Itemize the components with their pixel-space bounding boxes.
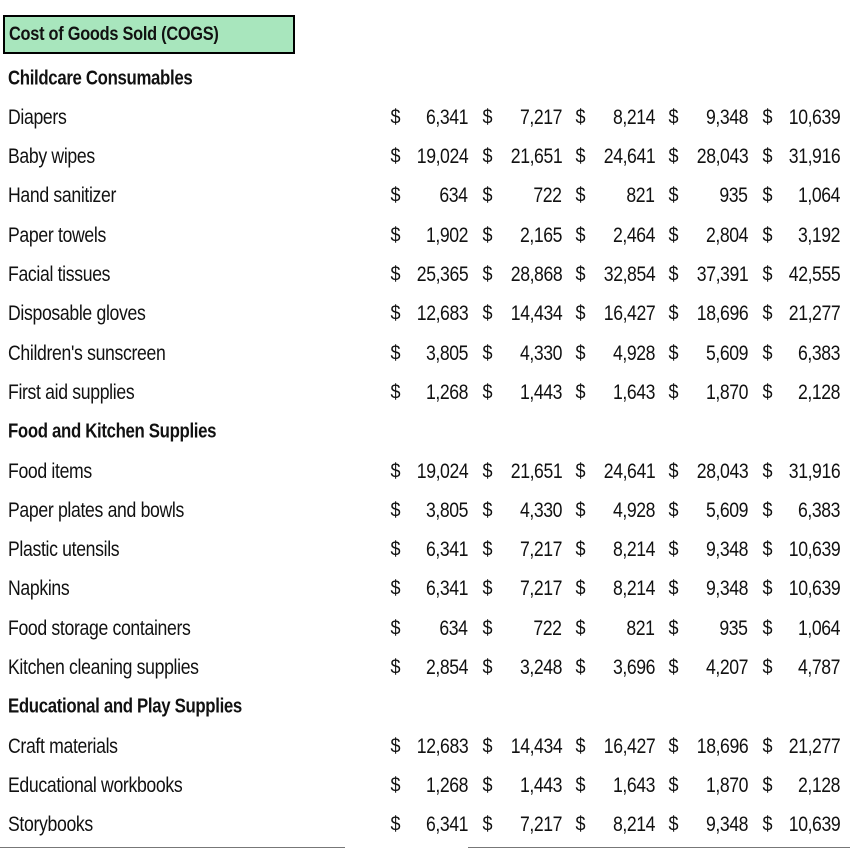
currency-symbol: $ <box>668 460 679 482</box>
amount-value: 21,651 <box>510 145 562 169</box>
currency-symbol: $ <box>762 106 773 129</box>
table-row <box>0 216 850 255</box>
currency-symbol: $ <box>390 145 401 168</box>
currency-symbol: $ <box>482 381 493 404</box>
currency-symbol: $ <box>762 460 773 482</box>
section-label[interactable]: Food and Kitchen Supplies <box>8 420 217 443</box>
cogs-title: Cost of Goods Sold (COGS) <box>9 23 219 45</box>
amount-value: 2,165 <box>519 223 562 247</box>
amount-value: 32,854 <box>603 263 655 286</box>
row-label[interactable]: Food items <box>8 459 92 483</box>
amount-value: 4,787 <box>797 656 840 679</box>
currency-symbol: $ <box>762 224 773 247</box>
currency-symbol: $ <box>575 342 586 365</box>
amount-value: 25,365 <box>416 263 468 286</box>
amount-value: 9,348 <box>705 577 748 601</box>
currency-symbol: $ <box>762 381 773 404</box>
amount-value: 2,804 <box>705 223 748 247</box>
amount-value: 2,854 <box>425 656 468 679</box>
currency-symbol: $ <box>390 813 401 836</box>
amount-value: 21,277 <box>788 734 840 758</box>
amount-value: 4,330 <box>519 341 562 365</box>
row-label[interactable]: Paper towels <box>8 223 106 247</box>
amount-value: 634 <box>439 184 468 208</box>
row-label[interactable]: Disposable gloves <box>8 302 146 326</box>
amount-value: 6,341 <box>425 577 468 601</box>
amount-value: 1,443 <box>519 773 562 797</box>
amount-value: 37,391 <box>696 263 748 286</box>
amount-value: 634 <box>439 616 468 640</box>
row-label[interactable]: Baby wipes <box>8 145 95 169</box>
amount-value: 18,696 <box>696 302 748 326</box>
amount-value: 6,341 <box>425 813 468 837</box>
currency-symbol: $ <box>668 617 679 640</box>
amount-value: 9,348 <box>705 538 748 562</box>
amount-value: 10,639 <box>788 813 840 837</box>
amount-value: 1,064 <box>797 184 840 208</box>
value-cell[interactable] <box>0 138 850 177</box>
currency-symbol: $ <box>390 106 401 129</box>
amount-value: 12,683 <box>416 302 468 326</box>
amount-value: 19,024 <box>416 145 468 169</box>
row-label[interactable]: Facial tissues <box>8 263 111 286</box>
amount-value: 28,043 <box>696 459 748 483</box>
amount-value: 8,214 <box>612 105 655 129</box>
currency-symbol: $ <box>575 735 586 758</box>
amount-value: 31,916 <box>788 459 840 483</box>
currency-symbol: $ <box>390 184 401 207</box>
currency-symbol: $ <box>390 538 401 561</box>
currency-symbol: $ <box>762 813 773 836</box>
table-row <box>0 649 850 688</box>
value-cell[interactable] <box>0 452 850 491</box>
value-cell[interactable] <box>0 727 850 766</box>
row-label[interactable]: First aid supplies <box>8 380 135 404</box>
amount-value: 7,217 <box>519 813 562 837</box>
amount-value: 4,207 <box>705 656 748 679</box>
amount-value: 6,341 <box>425 105 468 129</box>
value-cell[interactable] <box>0 177 850 216</box>
currency-symbol: $ <box>575 656 586 679</box>
currency-symbol: $ <box>482 538 493 561</box>
table-row <box>0 491 850 530</box>
currency-symbol: $ <box>575 460 586 482</box>
amount-value: 1,064 <box>797 616 840 640</box>
currency-symbol: $ <box>668 302 679 325</box>
currency-symbol: $ <box>390 342 401 365</box>
currency-symbol: $ <box>390 617 401 640</box>
table-row <box>0 295 850 334</box>
amount-value: 7,217 <box>519 577 562 601</box>
value-cell[interactable] <box>0 295 850 334</box>
currency-symbol: $ <box>668 145 679 168</box>
amount-value: 1,643 <box>612 380 655 404</box>
row-label[interactable]: Kitchen cleaning supplies <box>8 656 199 679</box>
currency-symbol: $ <box>575 813 586 836</box>
currency-symbol: $ <box>668 774 679 797</box>
amount-value: 722 <box>533 184 562 208</box>
amount-value: 28,868 <box>510 263 562 286</box>
amount-value: 6,383 <box>797 341 840 365</box>
currency-symbol: $ <box>762 342 773 365</box>
value-cell[interactable] <box>0 98 850 137</box>
currency-symbol: $ <box>575 302 586 325</box>
amount-value: 24,641 <box>603 145 655 169</box>
row-label[interactable]: Craft materials <box>8 734 118 758</box>
amount-value: 9,348 <box>705 105 748 129</box>
currency-symbol: $ <box>390 577 401 600</box>
amount-value: 1,902 <box>425 223 468 247</box>
value-cell[interactable] <box>0 216 850 255</box>
table-row <box>0 334 850 373</box>
currency-symbol: $ <box>668 342 679 365</box>
currency-symbol: $ <box>390 656 401 679</box>
amount-value: 3,805 <box>425 341 468 365</box>
amount-value: 1,443 <box>519 380 562 404</box>
amount-value: 8,214 <box>612 538 655 562</box>
amount-value: 935 <box>719 184 748 208</box>
value-cell[interactable] <box>0 334 850 373</box>
row-label[interactable]: Plastic utensils <box>8 538 120 562</box>
amount-value: 1,268 <box>425 380 468 404</box>
cogs-title-cell[interactable] <box>3 15 295 54</box>
value-cell[interactable] <box>0 806 850 845</box>
table-row <box>0 138 850 177</box>
currency-symbol: $ <box>482 499 493 522</box>
value-cell[interactable] <box>0 256 850 295</box>
amount-value: 16,427 <box>603 302 655 326</box>
currency-symbol: $ <box>390 302 401 325</box>
amount-value: 4,330 <box>519 498 562 522</box>
amount-value: 3,805 <box>425 498 468 522</box>
currency-symbol: $ <box>762 577 773 600</box>
amount-value: 16,427 <box>603 734 655 758</box>
row-label[interactable]: Diapers <box>8 105 67 129</box>
table-row <box>0 727 850 766</box>
table-row <box>0 806 850 845</box>
currency-symbol: $ <box>390 263 401 286</box>
amount-value: 18,696 <box>696 734 748 758</box>
amount-value: 821 <box>626 616 655 640</box>
currency-symbol: $ <box>390 774 401 797</box>
currency-symbol: $ <box>575 577 586 600</box>
currency-symbol: $ <box>668 184 679 207</box>
row-label[interactable]: Paper plates and bowls <box>8 498 184 522</box>
row-label[interactable]: Storybooks <box>8 813 93 837</box>
value-cell[interactable] <box>0 373 850 412</box>
table-row <box>0 609 850 648</box>
currency-symbol: $ <box>482 617 493 640</box>
amount-value: 1,268 <box>425 773 468 797</box>
value-cell[interactable] <box>0 531 850 570</box>
currency-symbol: $ <box>482 656 493 679</box>
currency-symbol: $ <box>668 224 679 247</box>
currency-symbol: $ <box>482 302 493 325</box>
amount-value: 10,639 <box>788 577 840 601</box>
currency-symbol: $ <box>482 460 493 482</box>
amount-value: 8,214 <box>612 813 655 837</box>
currency-symbol: $ <box>762 656 773 679</box>
amount-value: 722 <box>533 616 562 640</box>
currency-symbol: $ <box>482 813 493 836</box>
currency-symbol: $ <box>762 774 773 797</box>
amount-value: 9,348 <box>705 813 748 837</box>
currency-symbol: $ <box>390 499 401 522</box>
value-cell[interactable] <box>0 570 850 609</box>
amount-value: 3,192 <box>797 223 840 247</box>
amount-value: 3,696 <box>612 656 655 679</box>
table-row <box>0 256 850 295</box>
currency-symbol: $ <box>762 145 773 168</box>
amount-value: 31,916 <box>788 145 840 169</box>
table-row <box>0 98 850 137</box>
amount-value: 2,128 <box>797 773 840 797</box>
value-cell[interactable] <box>0 491 850 530</box>
row-label[interactable]: Napkins <box>8 577 70 601</box>
currency-symbol: $ <box>390 381 401 404</box>
currency-symbol: $ <box>668 381 679 404</box>
currency-symbol: $ <box>762 302 773 325</box>
section-header-row <box>0 413 850 452</box>
value-cell[interactable] <box>0 609 850 648</box>
currency-symbol: $ <box>482 224 493 247</box>
currency-symbol: $ <box>390 224 401 247</box>
currency-symbol: $ <box>575 106 586 129</box>
amount-value: 42,555 <box>788 263 840 286</box>
currency-symbol: $ <box>668 538 679 561</box>
currency-symbol: $ <box>575 774 586 797</box>
row-label[interactable]: Children's sunscreen <box>8 341 166 365</box>
currency-symbol: $ <box>762 263 773 286</box>
currency-symbol: $ <box>390 735 401 758</box>
amount-value: 1,870 <box>705 773 748 797</box>
amount-value: 3,248 <box>519 656 562 679</box>
currency-symbol: $ <box>482 106 493 129</box>
currency-symbol: $ <box>482 577 493 600</box>
table-row <box>0 452 850 491</box>
currency-symbol: $ <box>575 381 586 404</box>
currency-symbol: $ <box>575 499 586 522</box>
currency-symbol: $ <box>482 774 493 797</box>
section-label[interactable]: Childcare Consumables <box>8 67 193 89</box>
table-row <box>0 766 850 805</box>
value-cell[interactable] <box>0 766 850 805</box>
section-label[interactable]: Educational and Play Supplies <box>8 695 242 718</box>
amount-value: 5,609 <box>705 498 748 522</box>
amount-value: 6,341 <box>425 538 468 562</box>
amount-value: 1,643 <box>612 773 655 797</box>
currency-symbol: $ <box>482 735 493 758</box>
currency-symbol: $ <box>762 184 773 207</box>
amount-value: 2,128 <box>797 380 840 404</box>
row-label[interactable]: Hand sanitizer <box>8 184 117 208</box>
amount-value: 935 <box>719 616 748 640</box>
currency-symbol: $ <box>575 224 586 247</box>
amount-value: 6,383 <box>797 498 840 522</box>
table-row <box>0 373 850 412</box>
currency-symbol: $ <box>668 263 679 286</box>
amount-value: 2,464 <box>612 223 655 247</box>
currency-symbol: $ <box>762 617 773 640</box>
currency-symbol: $ <box>668 499 679 522</box>
amount-value: 7,217 <box>519 105 562 129</box>
row-label[interactable]: Educational workbooks <box>8 773 183 797</box>
table-row <box>0 531 850 570</box>
amount-value: 21,651 <box>510 459 562 483</box>
currency-symbol: $ <box>668 106 679 129</box>
amount-value: 19,024 <box>416 459 468 483</box>
amount-value: 28,043 <box>696 145 748 169</box>
currency-symbol: $ <box>482 145 493 168</box>
amount-value: 4,928 <box>612 498 655 522</box>
currency-symbol: $ <box>668 656 679 679</box>
amount-value: 10,639 <box>788 105 840 129</box>
amount-value: 1,870 <box>705 380 748 404</box>
currency-symbol: $ <box>575 184 586 207</box>
currency-symbol: $ <box>668 735 679 758</box>
currency-symbol: $ <box>482 342 493 365</box>
currency-symbol: $ <box>575 538 586 561</box>
amount-value: 7,217 <box>519 538 562 562</box>
bottom-border-left <box>0 847 345 848</box>
currency-symbol: $ <box>575 145 586 168</box>
currency-symbol: $ <box>762 538 773 561</box>
table-row <box>0 177 850 216</box>
currency-symbol: $ <box>762 499 773 522</box>
section-header-row <box>0 59 850 98</box>
currency-symbol: $ <box>668 577 679 600</box>
currency-symbol: $ <box>575 263 586 286</box>
amount-value: 5,609 <box>705 341 748 365</box>
amount-value: 24,641 <box>603 459 655 483</box>
row-label[interactable]: Food storage containers <box>8 616 191 640</box>
amount-value: 8,214 <box>612 577 655 601</box>
section-header-row <box>0 688 850 727</box>
amount-value: 21,277 <box>788 302 840 326</box>
currency-symbol: $ <box>390 460 401 482</box>
amount-value: 14,434 <box>510 734 562 758</box>
currency-symbol: $ <box>482 263 493 286</box>
currency-symbol: $ <box>482 184 493 207</box>
amount-value: 14,434 <box>510 302 562 326</box>
bottom-border-right <box>468 847 850 848</box>
amount-value: 10,639 <box>788 538 840 562</box>
value-cell[interactable] <box>0 649 850 688</box>
amount-value: 4,928 <box>612 341 655 365</box>
currency-symbol: $ <box>575 617 586 640</box>
currency-symbol: $ <box>668 813 679 836</box>
amount-value: 12,683 <box>416 734 468 758</box>
table-row <box>0 570 850 609</box>
currency-symbol: $ <box>762 735 773 758</box>
amount-value: 821 <box>626 184 655 208</box>
